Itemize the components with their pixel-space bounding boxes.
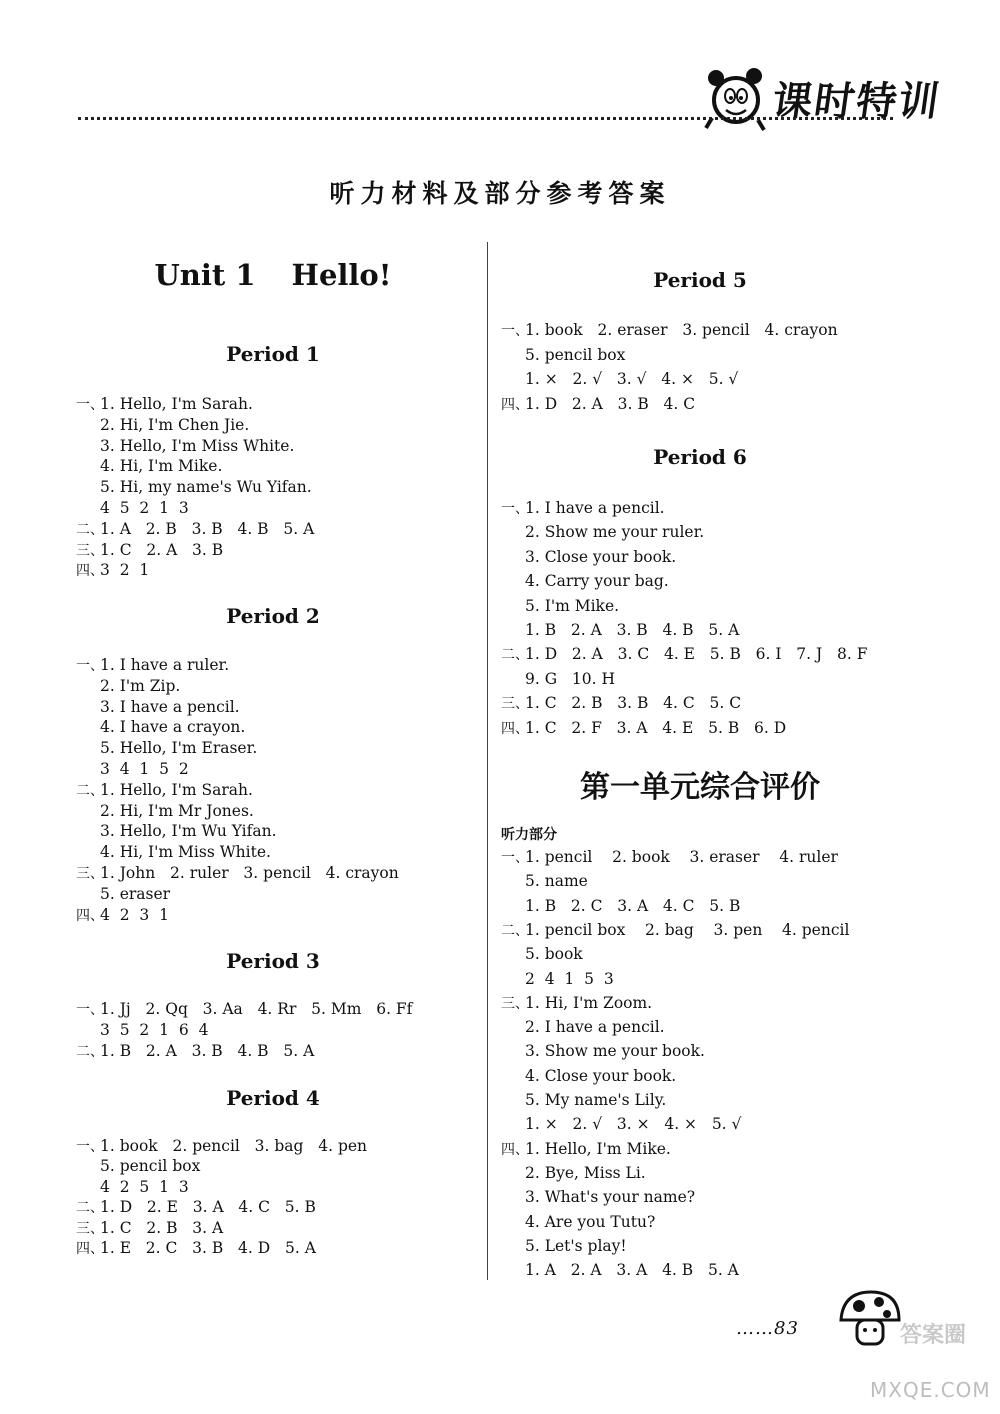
answer-text: 1. A 2. A 3. A 4. B 5. A [525,1261,739,1280]
answer-line [76,540,223,561]
answer-text: 5. I'm Mike. [525,596,620,615]
answer-text: 1. Hello, I'm Sarah. [100,780,253,799]
answer-line [501,1017,665,1037]
answer-line [76,1238,316,1259]
answer-text: 2. Show me your ruler. [525,523,705,542]
answer-line [501,547,676,567]
question-section-label: 四、 [76,907,104,924]
answer-line [76,863,399,884]
answer-line [501,369,738,389]
answer-text: 3. Hello, I'm Wu Yifan. [100,822,277,841]
answer-line [501,847,838,868]
answer-line [501,944,583,964]
answer-text: 5. pencil box [525,345,626,364]
answer-text: 5. pencil box [100,1157,201,1176]
page-number: ……83 [736,1318,799,1339]
answer-text: 5. book [525,945,583,964]
answer-text: 4. Hi, I'm Miss White. [100,843,271,862]
answer-line [76,1156,200,1176]
answer-text: 1. C 2. B 3. A [100,1218,224,1237]
answer-text: 1. D 2. A 3. B 4. C [525,394,696,413]
answer-text: 3. Close your book. [525,547,677,566]
answer-text: 5. Hi, my name's Wu Yifan. [100,478,312,497]
answer-text: 2. Hi, I'm Mr Jones. [100,801,254,820]
answer-line [76,821,277,841]
answer-line [501,320,838,341]
answer-text: 1. C 2. F 3. A 4. E 5. B 6. D [525,718,787,737]
answer-text: 4. Close your book. [525,1066,677,1085]
answer-text: 4. Hi, I'm Mike. [100,457,223,476]
answer-line [501,1090,666,1110]
answer-text: 5. name [525,872,588,891]
answer-line [501,644,867,665]
unit-name: Hello! [291,258,392,292]
answer-text: 3 4 1 5 2 [100,760,189,778]
period-1-title: Period 1 [226,342,320,366]
answer-line [501,969,614,989]
page-title: 听力材料及部分参考答案 [329,179,671,208]
answer-text: 2. I have a pencil. [525,1018,665,1037]
answer-line [76,436,294,456]
answer-text: 4. Are you Tutu? [525,1212,656,1231]
question-section-label: 四、 [501,396,529,413]
answer-text: 1. book 2. pencil 3. bag 4. pen [100,1137,368,1155]
listening-section-label: 听力部分 [501,827,557,843]
answer-line [76,519,314,540]
answer-line [76,1020,208,1040]
answer-line [76,801,254,821]
answer-line [76,738,257,758]
brand-title: 课时特训 [769,79,944,125]
answer-line [501,1066,676,1086]
answer-line [501,394,695,415]
answer-text: 1. Hi, I'm Zoom. [525,993,653,1012]
answer-line [501,1139,671,1160]
answer-text: 5. Hello, I'm Eraser. [100,739,258,758]
answer-line [76,477,312,497]
answer-line [501,596,619,616]
question-section-label: 三、 [501,696,529,713]
answer-text: 1. pencil 2. book 3. eraser 4. ruler [525,848,838,866]
clock-mascot-icon [702,62,766,132]
question-section-label: 一、 [501,850,529,866]
answer-line [76,842,271,862]
answer-line [76,1136,367,1157]
answer-text: 3. Show me your book. [525,1042,705,1061]
answer-line [501,1114,741,1134]
answer-text: 4 2 3 1 [100,905,170,924]
question-section-label: 三、 [501,995,529,1012]
answer-line [501,345,625,365]
answer-line [501,1236,627,1256]
question-section-label: 四、 [76,563,104,580]
question-section-label: 一、 [501,323,529,339]
answer-text: 1. I have a pencil. [525,499,665,517]
question-section-label: 三、 [76,1220,104,1237]
question-section-label: 二、 [76,1200,104,1217]
question-section-label: 二、 [501,922,529,939]
answer-line [501,896,740,916]
watermark-url: MXQE.COM [870,1378,991,1402]
answer-text: 1. C 2. B 3. B 4. C 5. C [525,694,742,713]
answer-line [76,498,189,518]
answer-text: 1. × 2. √ 3. × 4. × 5. √ [525,1115,742,1134]
header-divider [78,117,893,120]
period-6-title: Period 6 [653,445,747,469]
answer-text: 1. C 2. A 3. B [100,540,224,559]
answer-line [501,669,615,689]
period-3-title: Period 3 [226,949,320,973]
answer-text: 5. My name's Lily. [525,1091,667,1109]
answer-line [76,1041,314,1062]
answer-text: 1. book 2. eraser 3. pencil 4. crayon [525,321,838,339]
answer-line [501,522,704,542]
answer-line [501,871,588,891]
question-section-label: 四、 [501,1141,529,1158]
answer-line [76,717,245,737]
answer-text: 5. Let's play! [525,1236,627,1255]
answer-line [76,697,240,717]
answer-line [76,655,229,676]
question-section-label: 一、 [76,1002,104,1018]
question-section-label: 三、 [76,866,104,882]
column-divider [487,242,488,1280]
mushroom-mascot-icon [835,1286,905,1356]
answer-line [501,1187,695,1207]
answer-text: 9. G 10. H [525,669,615,688]
period-4-title: Period 4 [226,1086,320,1110]
answer-text: 4. Carry your bag. [525,572,669,591]
answer-text: 4 2 5 1 3 [100,1177,189,1196]
answer-line [501,571,669,591]
answer-text: 1. A 2. B 3. B 4. B 5. A [100,519,315,538]
question-section-label: 一、 [76,397,104,413]
answer-text: 3. What's your name? [525,1188,696,1207]
question-section-label: 二、 [76,782,104,799]
answer-text: 5. eraser [100,884,171,903]
answer-line [501,693,741,714]
answer-text: 2. I'm Zip. [100,676,181,695]
question-section-label: 三、 [76,542,104,559]
answer-line [76,1218,223,1239]
question-section-label: 一、 [76,1139,104,1155]
answer-text: 2 4 1 5 3 [525,969,614,988]
question-section-label: 二、 [501,647,529,664]
question-section-label: 一、 [76,658,104,674]
unit-title [78,258,468,292]
answer-line [501,1163,646,1183]
answer-text: 3. I have a pencil. [100,697,240,716]
answer-text: 1. pencil box 2. bag 3. pen 4. pencil [525,920,850,939]
answer-text: 1. B 2. C 3. A 4. C 5. B [525,896,741,915]
answer-line [501,1260,739,1280]
period-2-title: Period 2 [226,604,320,628]
watermark-logo: 答案圈 [900,1323,967,1348]
answer-line [76,676,180,696]
answer-text: 1. E 2. C 3. B 4. D 5. A [100,1239,316,1257]
question-section-label: 四、 [501,720,529,737]
answer-text: 4. I have a crayon. [100,718,246,737]
answer-text: 3. Hello, I'm Miss White. [100,436,295,455]
answer-line [76,394,253,415]
answer-line [76,999,412,1020]
answer-line [501,718,786,739]
answer-line [501,498,665,519]
answer-line [501,1041,705,1061]
answer-text: 3 5 2 1 6 4 [100,1020,209,1039]
answer-text: 1. Jj 2. Qq 3. Aa 4. Rr 5. Mm 6. Ff [100,1000,413,1018]
answer-text: 2. Hi, I'm Chen Jie. [100,415,250,434]
answer-text: 4 5 2 1 3 [100,499,189,517]
answer-line [76,759,189,779]
answer-line [501,920,849,941]
review-title: 第一单元综合评价 [580,770,820,805]
answer-line [76,1177,189,1197]
answer-text: 1. B 2. A 3. B 4. B 5. A [100,1041,315,1060]
answer-text: 1. × 2. √ 3. √ 4. × 5. √ [525,370,739,389]
answer-text: 1. I have a ruler. [100,656,230,674]
answer-text: 1. D 2. E 3. A 4. C 5. B [100,1198,316,1217]
answer-text: 1. Hello, I'm Mike. [525,1139,671,1158]
answer-line [501,620,739,640]
period-5-title: Period 5 [653,268,747,292]
question-section-label: 一、 [501,501,529,517]
answer-text: 3 2 1 [100,561,150,580]
answer-text: 1. B 2. A 3. B 4. B 5. A [525,621,740,639]
answer-line [76,415,249,435]
answer-line [76,780,253,801]
unit-number: Unit 1 [154,258,256,292]
answer-text: 1. Hello, I'm Sarah. [100,395,253,413]
question-section-label: 四、 [76,1241,104,1257]
answer-line [501,1212,655,1232]
answer-line [76,905,169,926]
answer-line [76,456,222,476]
answer-line [501,993,652,1014]
answer-line [76,884,170,904]
question-section-label: 二、 [76,1043,104,1060]
answer-line [76,560,149,581]
question-section-label: 二、 [76,521,104,538]
answer-text: 1. D 2. A 3. C 4. E 5. B 6. I 7. J 8. F [525,645,868,664]
answer-text: 2. Bye, Miss Li. [525,1163,646,1182]
answer-line [76,1197,316,1218]
answer-text: 1. John 2. ruler 3. pencil 4. crayon [100,864,399,882]
